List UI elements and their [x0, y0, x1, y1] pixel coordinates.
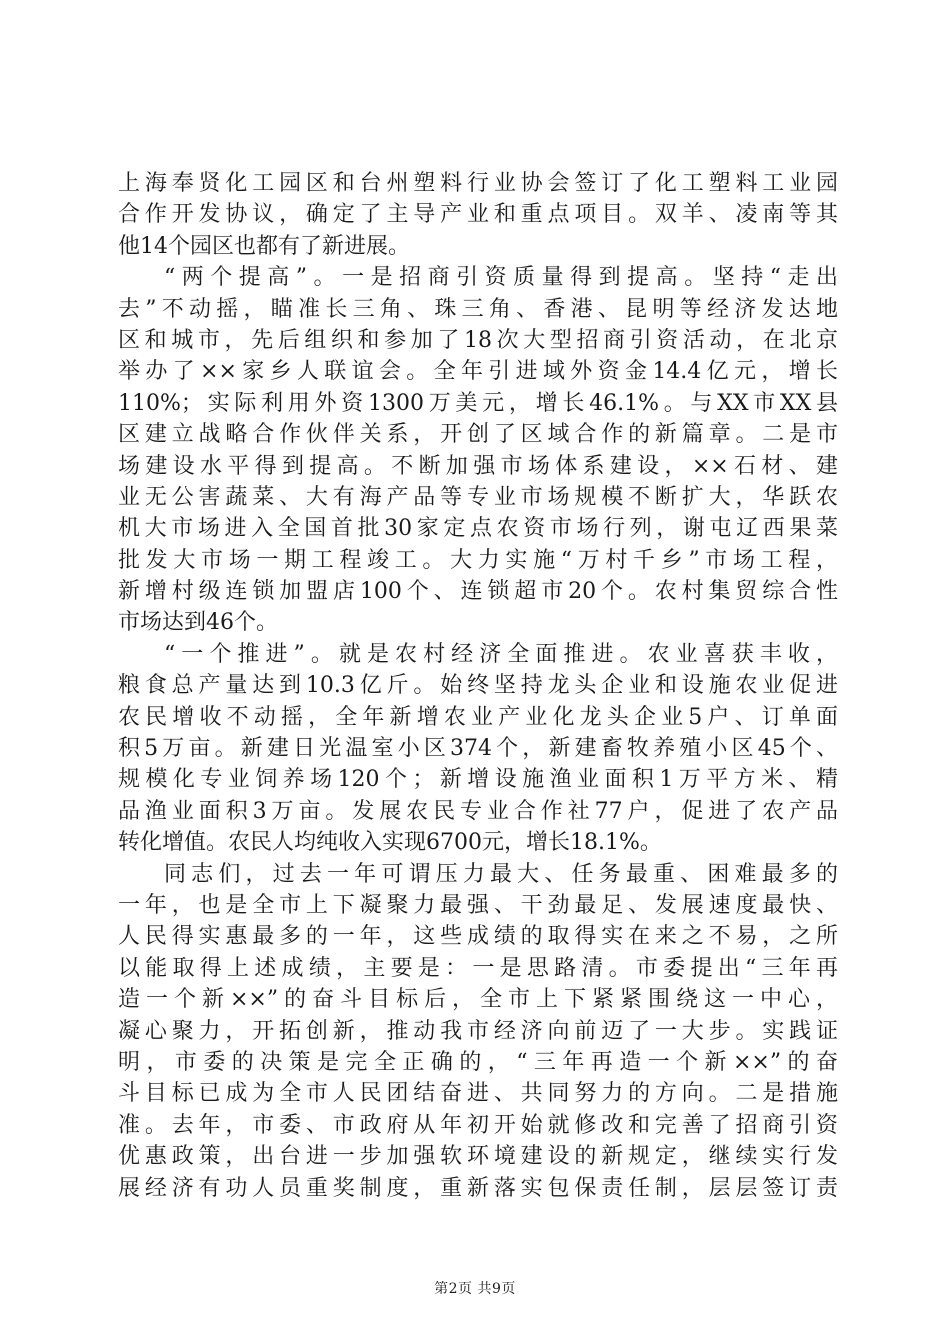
text-line: 明，市委的决策是完全正确的，“三年再造一个新××”的奋	[118, 1049, 838, 1075]
text-line: 区和城市，先后组织和参加了18次大型招商引资活动，在北京	[118, 327, 838, 353]
text-line: 去”不动摇，瞄准长三角、珠三角、香港、昆明等经济发达地	[118, 296, 838, 322]
text-line: 市场达到46个。	[118, 610, 278, 636]
body-text	[118, 168, 838, 1204]
text-line: 积5万亩。新建日光温室小区374个，新建畜牧养殖小区45个、	[118, 736, 838, 762]
text-line: 他14个园区也都有了新进展。	[118, 233, 410, 259]
text-line: 举办了××家乡人联谊会。全年引进域外资金14.4亿元，增长	[118, 359, 838, 385]
text-line: “两个提高”。一是招商引资质量得到提高。坚持“走出	[164, 265, 838, 291]
text-line: 机大市场进入全国首批30家定点农资市场行列，谢屯辽西果菜	[118, 516, 838, 542]
text-line: 一年，也是全市上下凝聚力最强、干劲最足、发展速度最快、	[118, 892, 838, 918]
text-line: 优惠政策，出台进一步加强软环境建设的新规定，继续实行发	[118, 1144, 838, 1170]
text-line: 人民得实惠最多的一年，这些成绩的取得实在来之不易，之所	[118, 924, 838, 950]
text-line: 准。去年，市委、市政府从年初开始就修改和完善了招商引资	[118, 1112, 838, 1138]
text-line: 品渔业面积3万亩。发展农民专业合作社77户，促进了农产品	[118, 798, 838, 824]
text-line: 区建立战略合作伙伴关系，开创了区域合作的新篇章。二是市	[118, 422, 838, 448]
text-line: 以能取得上述成绩，主要是：一是思路清。市委提出“三年再	[118, 955, 838, 981]
text-line: 场建设水平得到提高。不断加强市场体系建设，××石材、建	[118, 453, 838, 479]
text-line: 粮食总产量达到10.3亿斤。始终坚持龙头企业和设施农业促进	[118, 673, 838, 699]
text-line: 业无公害蔬菜、大有海产品等专业市场规模不断扩大，华跃农	[118, 484, 838, 510]
page-number-footer: 第2页 共9页	[434, 1281, 516, 1297]
text-line: 规模化专业饲养场120个；新增设施渔业面积1万平方米、精	[118, 767, 838, 793]
text-line: 展经济有功人员重奖制度，重新落实包保责任制，层层签订责	[118, 1175, 838, 1201]
text-line: 凝心聚力，开拓创新，推动我市经济向前迈了一大步。实践证	[118, 1018, 838, 1044]
text-line: 斗目标已成为全市人民团结奋进、共同努力的方向。二是措施	[118, 1081, 838, 1107]
text-line: 上海奉贤化工园区和台州塑料行业协会签订了化工塑料工业园	[118, 171, 838, 196]
text-line: 110%；实际利用外资1300万美元，增长46.1%。与XX市XX县	[118, 390, 838, 416]
text-line: 农民增收不动摇，全年新增农业产业化龙头企业5户、订单面	[118, 704, 838, 730]
text-line: “一个推进”。就是农村经济全面推进。农业喜获丰收，	[164, 641, 838, 667]
text-line: 造一个新××”的奋斗目标后，全市上下紧紧围绕这一中心，	[118, 987, 838, 1013]
text-line: 转化增值。农民人均纯收入实现6700元，增长18.1%。	[118, 830, 662, 856]
text-line: 合作开发协议，确定了主导产业和重点项目。双羊、凌南等其	[118, 202, 838, 228]
text-line: 新增村级连锁加盟店100个、连锁超市20个。农村集贸综合性	[118, 579, 838, 605]
text-line: 批发大市场一期工程竣工。大力实施“万村千乡”市场工程，	[118, 547, 838, 573]
text-line: 同志们，过去一年可谓压力最大、任务最重、困难最多的	[164, 861, 838, 887]
